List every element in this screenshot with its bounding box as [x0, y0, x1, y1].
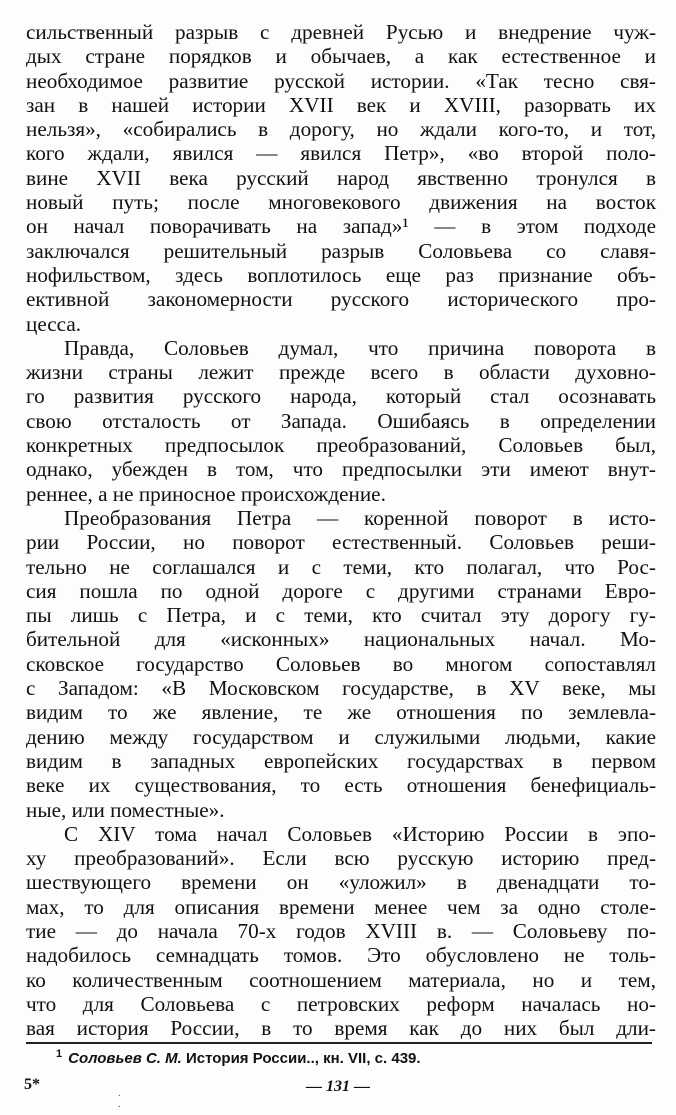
text-line: однако, убежден в том, что предпосылки эти имеют внут- — [26, 457, 656, 482]
text-line: ективной закономерности русского исторического про- — [26, 287, 656, 312]
text-line: с Западом: «В Московском государстве, в XV веке, мы — [26, 676, 656, 701]
text-line: ко количественным соотношением материала, но и тем, — [26, 967, 656, 992]
text-line: мах, то для описания времени менее чем за одно столе- — [26, 894, 656, 919]
text-line: го развития русского народа, который стал осознавать — [26, 384, 656, 409]
text-line: дых стране порядков и обычаев, а как естественное и — [26, 44, 656, 69]
text-line: заключался решительный разрыв Соловьева со славя- — [26, 238, 656, 263]
text-line: сия пошла по одной дороге с другими странами Евро- — [26, 578, 656, 603]
footnote-mark: 1 — [56, 1048, 63, 1060]
text-line: видим то же явление, те же отношения по землевла- — [26, 700, 656, 725]
printer-signature: 5* — [24, 1076, 40, 1093]
text-line: сильственный разрыв с древней Русью и внедрение чуж- — [26, 20, 656, 44]
body-text — [26, 20, 656, 1040]
text-line: ные, или поместные». — [26, 797, 225, 822]
text-line: жизни страны лежит прежде всего в области духовно- — [26, 360, 656, 385]
footnote-text: История России.., кн. VII, с. 439. — [185, 1050, 421, 1067]
text-line: он начал поворачивать на запад»¹ — в этом подходе — [26, 214, 656, 239]
text-line: шествующего времени он «уложил» в двенадцати то- — [26, 870, 656, 895]
text-line: конкретных предпосылок преобразований, Соловьев был, — [26, 433, 656, 458]
text-line: цесса. — [26, 311, 82, 336]
text-line: пы лишь с Петра, и с теми, кто считал эту дорогу гу- — [26, 603, 656, 628]
footnote-author: Соловьев С. М. — [68, 1050, 182, 1067]
text-line: сковское государство Соловьев во многом сопоставлял — [26, 651, 656, 676]
text-line: новый путь; после многовекового движения на восток — [26, 190, 656, 215]
text-line: тельно не соглашался и с теми, кто полагал, что Рос- — [26, 554, 656, 579]
text-line: веке их существования, то есть отношения бенефициаль- — [26, 773, 656, 798]
text-line: нофильством, здесь воплотилось еще раз признание объ- — [26, 262, 656, 287]
text-line: нельзя», «собирались в дорогу, но ждали кого-то, и тот, — [26, 117, 656, 142]
footnote — [56, 1048, 421, 1067]
text-line: ху преобразований». Если всю русскую историю пред- — [26, 846, 656, 871]
text-line: реннее, а не приносное происхождение. — [26, 481, 386, 506]
text-line: рии России, но поворот естественный. Соловьев реши- — [26, 530, 656, 555]
print-speck: . . — [118, 1088, 124, 1110]
footnote-rule — [26, 1042, 652, 1044]
text-line: необходимое развитие русской истории. «Так тесно свя- — [26, 68, 656, 93]
text-line: вине XVII века русский народ явственно тронулся в — [26, 165, 656, 190]
text-line: тие — до начала 70-х годов XVIII в. — Соловьеву по- — [26, 918, 656, 943]
page-number: — 131 — — [306, 1078, 370, 1095]
text-line: вая история России, в то время как до них был дли- — [26, 1016, 656, 1041]
text-line: зан в нашей истории XVII век и XVIII, разорвать их — [26, 92, 656, 117]
text-line: Преобразования Петра — коренной поворот в исто- — [64, 505, 656, 530]
text-line: кого ждали, явился — явился Петр», «во второй поло- — [26, 141, 656, 166]
text-line: свою отсталость от Запада. Ошибаясь в определении — [26, 408, 656, 433]
text-line: С XIV тома начал Соловьев «Историю России в эпо- — [64, 821, 656, 846]
text-line: надобилось семнадцать томов. Это обусловлено не толь- — [26, 943, 656, 968]
text-line: Правда, Соловьев думал, что причина поворота в — [64, 335, 656, 360]
text-line: что для Соловьева с петровских реформ началась но- — [26, 991, 656, 1016]
text-line: дению между государством и служилыми людьми, какие — [26, 724, 656, 749]
text-line: бительной для «исконных» национальных начал. Мо- — [26, 627, 656, 652]
text-line: видим в западных европейских государствах в первом — [26, 748, 656, 773]
